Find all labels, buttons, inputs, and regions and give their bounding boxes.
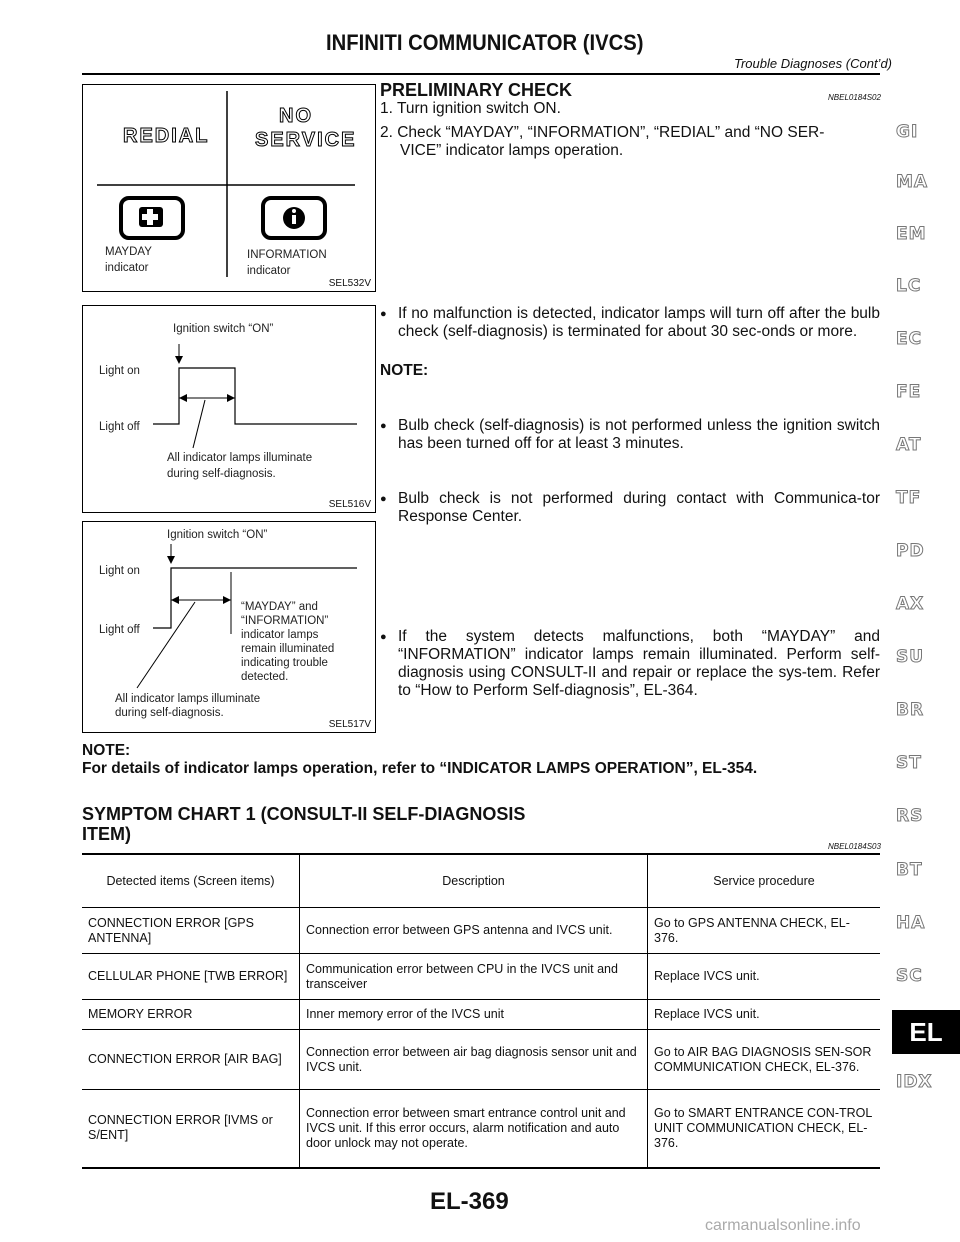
note-bulb-check-1: ● Bulb check (self-diagnosis) is not performed unless the ignition switch has been turned off for at least 3 minutes. [380,417,880,453]
preliminary-check-code: NBEL0184S02 [828,93,881,102]
figure-malfunction-timing [82,521,376,733]
cell-detected-item: MEMORY ERROR [82,1000,300,1030]
tab-em[interactable]: EM [896,224,927,244]
cell-description: Connection error between smart entrance control unit and IVCS unit. If this error occurs, alarm notification and auto door unlock may not operate. [300,1090,648,1168]
light-on-label: Light on [99,365,140,377]
self-diag-note-2: during self-diagnosis. [115,707,224,719]
cell-detected-item: CONNECTION ERROR [GPS ANTENNA] [82,908,300,954]
information-label-1: INFORMATION [247,249,327,261]
symptom-chart-table [82,853,880,1169]
step-1: 1. Turn ignition switch ON. [380,100,561,117]
table-header-row [82,854,880,908]
tab-bt[interactable]: BT [896,860,923,880]
step-2-line-2: VICE” indicator lamps operation. [400,142,624,159]
preliminary-check-heading: PRELIMINARY CHECK [380,80,573,100]
bottom-note-label: NOTE: [82,742,131,759]
figure-caption: SEL532V [328,278,371,289]
tab-br[interactable]: BR [896,700,925,720]
tab-el-active[interactable]: EL [892,1010,960,1054]
remain-lit-note-2: “INFORMATION” [241,615,329,627]
bullet-malfunction-detected: ● If the system detects malfunctions, both “MAYDAY” and “INFORMATION” indicator lamps remain illuminated. Perform self-diagnosis using CONSULT-II and repair or replace the sys-tem. Refer to “How to Perform Self-diagnosis”, EL-364. [380,628,880,700]
figure-bulb-check-timing [82,305,376,513]
tab-idx[interactable]: IDX [896,1072,933,1092]
information-label-2: indicator [247,265,291,277]
tab-ec[interactable]: EC [896,329,923,349]
column-header-service-procedure: Service procedure [648,854,881,908]
watermark: carmanualsonline.info [705,1217,861,1234]
symptom-chart-heading-1: SYMPTOM CHART 1 (CONSULT-II SELF-DIAGNOSIS [82,804,526,824]
cell-detected-item: CONNECTION ERROR [AIR BAG] [82,1030,300,1090]
remain-lit-note-5: indicating trouble [241,657,328,669]
light-off-label: Light off [99,421,140,433]
tab-ma[interactable]: MA [896,172,929,192]
no-service-label-1: NO [279,105,313,127]
column-header-detected-items: Detected items (Screen items) [82,854,300,908]
table-row [82,1090,880,1168]
cell-description: Inner memory error of the IVCS unit [300,1000,648,1030]
tab-at[interactable]: AT [896,435,922,455]
page-header-subtitle: Trouble Diagnoses (Cont’d) [734,56,892,71]
redial-label: REDIAL [123,125,210,147]
remain-lit-note-3: indicator lamps [241,629,319,641]
light-off-label: Light off [99,624,140,636]
cell-service-procedure: Go to AIR BAG DIAGNOSIS SEN-SOR COMMUNICATION CHECK, EL-376. [648,1030,881,1090]
tab-st[interactable]: ST [896,753,922,773]
light-on-label: Light on [99,565,140,577]
page-header-title: INFINITI COMMUNICATOR (IVCS) [326,30,644,55]
tab-pd[interactable]: PD [896,541,925,561]
cell-service-procedure: Go to SMART ENTRANCE CON-TROL UNIT COMMUNICATION CHECK, EL-376. [648,1090,881,1168]
figure-indicator-panel [82,84,376,292]
table-row [82,1000,880,1030]
page-number: EL-369 [430,1188,509,1215]
symptom-chart-code: NBEL0184S03 [828,842,881,851]
self-diag-note-1: All indicator lamps illuminate [167,452,313,464]
ignition-label: Ignition switch “ON” [173,323,274,335]
tab-gi[interactable]: GI [896,122,919,142]
header-rule [82,73,880,75]
tab-ha[interactable]: HA [896,913,926,933]
table-row [82,954,880,1000]
self-diag-note-2: during self-diagnosis. [167,468,276,480]
tab-ax[interactable]: AX [896,594,925,614]
tab-sc[interactable]: SC [896,966,923,986]
figure-caption: SEL517V [328,719,371,730]
self-diag-note-1: All indicator lamps illuminate [115,693,261,705]
tab-rs[interactable]: RS [896,806,924,826]
bullet-no-malfunction: ● If no malfunction is detected, indicator lamps will turn off after the bulb check (self-diagnosis) is terminated for about 30 sec-onds or more. [380,305,880,341]
cell-service-procedure: Replace IVCS unit. [648,1000,881,1030]
cell-detected-item: CELLULAR PHONE [TWB ERROR] [82,954,300,1000]
tab-tf[interactable]: TF [896,488,922,508]
cell-service-procedure: Go to GPS ANTENNA CHECK, EL-376. [648,908,881,954]
cell-detected-item: CONNECTION ERROR [IVMS or S/ENT] [82,1090,300,1168]
tab-lc[interactable]: LC [896,276,922,296]
table-row [82,908,880,954]
remain-lit-note-6: detected. [241,671,289,683]
tab-su[interactable]: SU [896,647,925,667]
bottom-note: For details of indicator lamps operation, refer to “INDICATOR LAMPS OPERATION”, EL-354. [82,760,758,777]
figure-caption: SEL516V [328,499,371,510]
step-2-line-1: 2. Check “MAYDAY”, “INFORMATION”, “REDIAL” and “NO SER- [380,124,825,141]
bulb-check-timing-chart [83,306,375,512]
note-bulb-check-2: ● Bulb check is not performed during contact with Communica-tor Response Center. [380,490,880,526]
table-row [82,1030,880,1090]
no-service-label-2: SERVICE [255,129,357,151]
mayday-label-2: indicator [105,262,149,274]
remain-lit-note-1: “MAYDAY” and [241,601,318,613]
cell-description: Connection error between GPS antenna and IVCS unit. [300,908,648,954]
cell-service-procedure: Replace IVCS unit. [648,954,881,1000]
cell-description: Connection error between air bag diagnosis sensor unit and IVCS unit. [300,1030,648,1090]
remain-lit-note-4: remain illuminated [241,643,335,655]
mayday-label-1: MAYDAY [105,246,152,258]
symptom-chart-heading-2: ITEM) [82,824,131,844]
note-label: NOTE: [380,362,429,379]
cell-description: Communication error between CPU in the IVCS unit and transceiver [300,954,648,1000]
column-header-description: Description [300,854,648,908]
ignition-label: Ignition switch “ON” [167,529,268,541]
tab-fe[interactable]: FE [896,382,922,402]
